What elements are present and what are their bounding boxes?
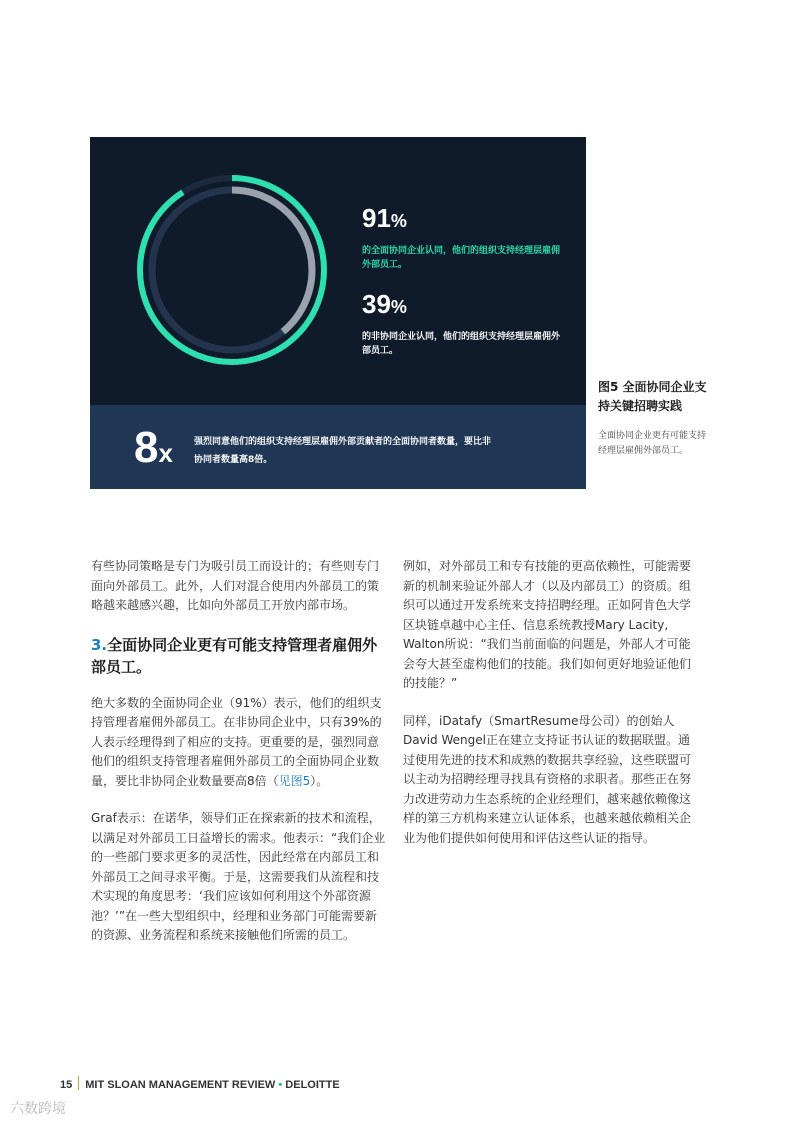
paragraph: Graf表示：在诺华，领导们正在探索新的技术和流程，以满足对外部员工日益增长的需求。他表示：“我们企业的一些部门要求更多的灵活性，因此经常在内部员工和外部员工之间寻求平衡。于是，这需要我们从流程和技术实现的角度思考：‘我们应该如何利用这个外部资源池？’”在一些大型组织中，经理和业务部门可能需要新的资源、业务流程和系统来接触他们所需的员工。 <box>91 811 386 942</box>
big-multiplier: 8x <box>134 423 173 472</box>
watermark: 六数跨境 <box>10 1101 66 1117</box>
paragraph: 例如，对外部员工和专有技能的更高依赖性，可能需要新的机制来验证外部人才（以及内部员工）的资质。组织可以通过开发系统来支持招聘经理。正如阿肯色大学区块链卓越中心主任、信息系统教授Mary Lacity, Walton所说：“我们当前面临的问题是，外部人才可能会夸大甚至虚构他们的技能。我们如何更好地验证他们的技能？” <box>403 559 692 690</box>
publication-name: MIT SLOAN MANAGEMENT REVIEW <box>85 1079 276 1091</box>
paragraph: 有些协同策略是专门为吸引员工而设计的；有些则专门面向外部员工。此外，人们对混合使用内外部员工的策略越来越感兴趣，比如向外部员工开放内部市场。 <box>91 559 380 612</box>
paragraph: 同样，iDatafy（SmartResume母公司）的创始人David Wengel正在建立支持证书认证的数据联盟。通过使用先进的技术和成熟的数据共享经验，这些联盟可以主动为招聘经理寻找具有资格的求职者。那些正在努力改进劳动力生态系统的企业经理们，越来越依赖像这样的第三方机构来建立认证体系，也越来越依赖相关企业为他们提供如何使用和评估这些认证的指导。 <box>403 713 692 845</box>
partner-name: DELOITTE <box>285 1079 340 1091</box>
outer-ring-arc <box>140 178 324 362</box>
left-column <box>91 557 389 964</box>
caption-title: 图5 全面协同企业支持关键招聘实践 <box>598 380 707 413</box>
stat-2-value: 39% <box>362 289 407 319</box>
donut-chart <box>135 173 329 367</box>
stat-1-description: 的全面协同企业认同，他们的组织支持经理层雇佣外部员工。 <box>362 246 561 270</box>
right-column <box>403 557 701 866</box>
stat-2-description: 的非协同企业认同，他们的组织支持经理层雇佣外部员工。 <box>362 332 561 356</box>
page-footer: 15 MIT SLOAN MANAGEMENT REVIEW • DELOITTE <box>60 1076 340 1091</box>
caption-description: 全面协同企业更有可能支持经理层雇佣外部员工。 <box>598 431 707 456</box>
stat-1-value: 91% <box>362 203 407 233</box>
figure-caption <box>598 378 708 459</box>
page-number: 15 <box>60 1079 73 1091</box>
multiplier-description: 强烈同意他们的组织支持经理层雇佣外部贡献者的全面协同者数量，要比非协同者数量高8倍。 <box>194 437 492 465</box>
figure-5 <box>90 137 586 489</box>
section-heading: 3.全面协同企业更有可能支持管理者雇佣外部员工。 <box>91 635 378 676</box>
paragraph: 绝大多数的全面协同企业（91%）表示，他们的组织支持管理者雇佣外部员工。在非协同企业中，只有39%的人表示经理得到了相应的支持。更重要的是，强烈同意他们的组织支持管理者雇佣外部员工的全面协同企业数量，要比非协同企业数量要高8倍（见图5）。 <box>91 695 382 788</box>
figure-link[interactable]: 见图5 <box>278 773 311 788</box>
